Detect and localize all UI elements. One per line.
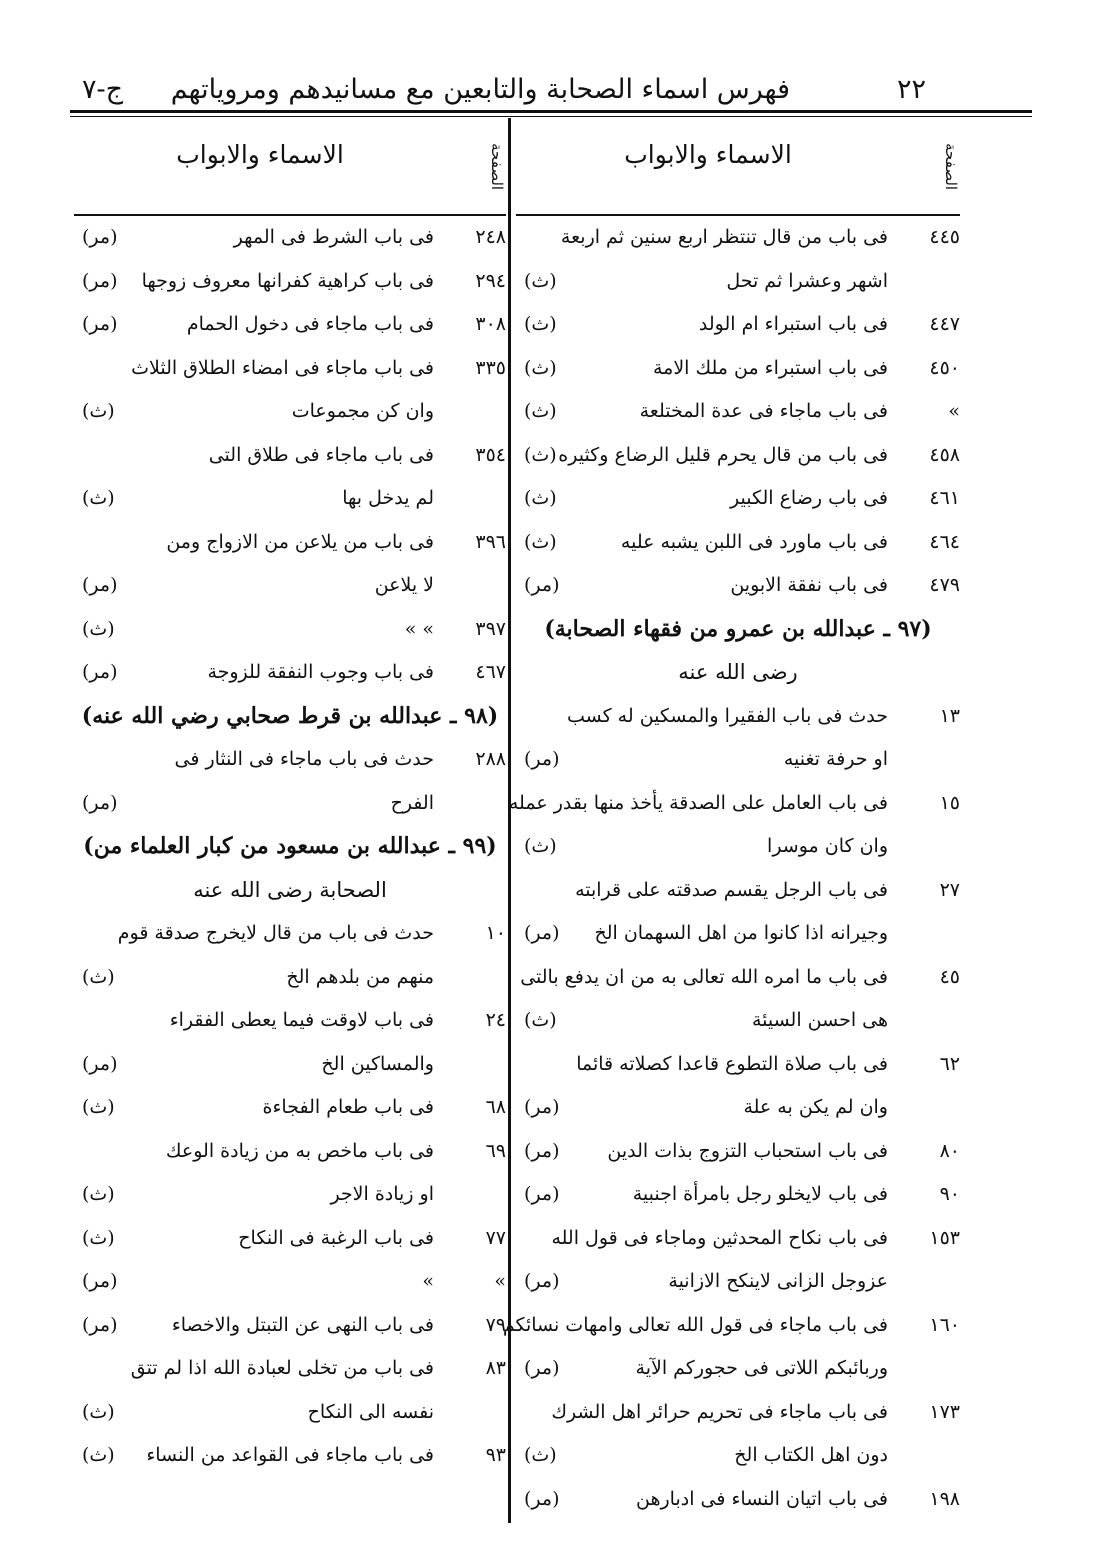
page-column-label: الصفحة xyxy=(942,143,960,191)
entry-source-code: (ث) xyxy=(524,1444,557,1466)
entry-title: نفسه الى النكاح xyxy=(307,1400,434,1423)
entry-page-number: ٤٦٤ xyxy=(929,530,960,553)
heading-text: رضى الله عنه xyxy=(678,660,798,684)
entry-source-code: (ث) xyxy=(82,1183,115,1205)
entry-page-number: ١٧٣ xyxy=(929,1400,960,1423)
entry-title: فى باب ماجاء فى قول الله تعالى وامهات نسائكم xyxy=(502,1313,888,1336)
entry-page-number: ٤٧٩ xyxy=(929,574,960,596)
entry-title: فى باب نفقة الابوين xyxy=(730,574,888,596)
index-entry xyxy=(74,564,506,608)
section-subheading xyxy=(74,869,506,913)
entry-source-code: (مر) xyxy=(524,748,560,770)
entry-title: وربائبكم اللاتى فى حجوركم الآية xyxy=(635,1357,888,1379)
index-entry xyxy=(516,390,960,434)
entry-source-code: (ث) xyxy=(82,400,115,422)
index-entry xyxy=(74,390,506,434)
index-entry xyxy=(74,651,506,695)
entry-title: فى باب النهى عن التبتل والاخصاء xyxy=(171,1313,434,1336)
section-heading xyxy=(74,825,506,869)
index-entry xyxy=(516,564,960,608)
heading-text: (٩٩ ـ عبدالله بن مسعود من كبار العلماء من) xyxy=(83,833,497,859)
entry-title: فى باب طعام الفجاءة xyxy=(262,1096,434,1118)
index-entry xyxy=(516,825,960,869)
entry-source-code: (ث) xyxy=(82,487,115,509)
index-entry xyxy=(74,1347,506,1391)
column-title: الاسماء والابواب xyxy=(176,140,344,169)
entry-title: الفرح xyxy=(390,791,434,814)
entry-title: اشهر وعشرا ثم تحل xyxy=(726,269,888,292)
entry-source-code: (مر) xyxy=(82,661,118,683)
entry-source-code: (ث) xyxy=(82,1226,115,1249)
index-entry xyxy=(516,434,960,478)
index-entry xyxy=(516,303,960,347)
header-rule-thick xyxy=(70,110,1032,113)
entry-title: فى باب الرجل يقسم صدقته على قرابته xyxy=(575,878,888,901)
index-entry xyxy=(516,1217,960,1261)
heading-text: الصحابة رضى الله عنه xyxy=(193,877,387,902)
entry-page-number: ٤٥٠ xyxy=(929,356,960,379)
entry-title: فى باب استبراء ام الولد xyxy=(698,313,888,335)
heading-text: (٩٧ ـ عبدالله بن عمرو من فقهاء الصحابة) xyxy=(544,615,932,642)
entry-title: فى باب اتيان النساء فى ادبارهن xyxy=(636,1487,888,1510)
page-column-label: الصفحة xyxy=(488,143,506,191)
entry-title: فى باب من تخلى لعبادة الله اذا لم تتق xyxy=(130,1357,434,1379)
index-entry xyxy=(74,216,506,260)
heading-text: (٩٨ ـ عبدالله بن قرط صحابي رضي الله عنه) xyxy=(81,702,499,729)
index-entry xyxy=(502,1304,960,1348)
index-entry xyxy=(516,1173,960,1217)
entry-source-code: (مر) xyxy=(82,269,118,292)
right-column-entries xyxy=(502,216,960,1521)
entry-source-code: (ث) xyxy=(524,443,557,466)
left-column xyxy=(74,118,506,1478)
index-entry xyxy=(516,1260,960,1304)
entry-page-number: ٤٤٧ xyxy=(929,313,960,335)
entry-source-code: (مر) xyxy=(524,1139,560,1162)
entry-source-code: (ث) xyxy=(524,356,557,379)
entry-source-code: (ث) xyxy=(524,835,557,857)
entry-title: عزوجل الزانى لاينكح الازانية xyxy=(668,1270,888,1292)
entry-title: فى باب لايخلو رجل بامرأة اجنبية xyxy=(632,1183,888,1205)
entry-page-number: ٦٩ xyxy=(485,1139,506,1162)
entry-source-code: (مر) xyxy=(524,1096,560,1118)
entry-title: حدث فى باب الفقيرا والمسكين له كسب xyxy=(566,704,888,727)
section-subheading xyxy=(516,651,960,695)
index-entry xyxy=(516,1434,960,1478)
entry-page-number: ٣٣٥ xyxy=(475,356,506,379)
entry-page-number: ٩٣ xyxy=(485,1444,506,1466)
entry-page-number: ٦٨ xyxy=(485,1096,506,1118)
entry-source-code: (مر) xyxy=(82,1052,118,1075)
entry-title: فى باب الشرط فى المهر xyxy=(233,226,434,248)
left-column-entries xyxy=(74,216,506,1478)
entry-source-code: (مر) xyxy=(82,313,118,335)
entry-title: » » xyxy=(404,617,434,640)
entry-title: فى باب ماجاء فى تحريم حرائر اهل الشرك xyxy=(551,1400,888,1423)
section-heading xyxy=(74,695,506,739)
entry-title: وان كان موسرا xyxy=(767,835,888,857)
entry-page-number: ٩٠ xyxy=(939,1183,960,1205)
index-entry xyxy=(74,434,506,478)
index-entry xyxy=(516,1478,960,1522)
entry-page-number: ٤٦٧ xyxy=(475,661,506,683)
entry-title: او حرفة تغنيه xyxy=(783,748,888,770)
entry-title: وان كن مجموعات xyxy=(291,400,434,422)
index-entry xyxy=(516,1086,960,1130)
index-entry xyxy=(74,1260,506,1304)
entry-source-code: (ث) xyxy=(82,1096,115,1118)
index-entry xyxy=(74,1434,506,1478)
index-entry xyxy=(74,782,506,826)
index-entry xyxy=(74,1130,506,1174)
index-entry xyxy=(516,912,960,956)
index-entry xyxy=(74,608,506,652)
entry-page-number: ١٥ xyxy=(939,791,960,814)
entry-title: وجيرانه اذا كانوا من اهل السهمان الخ xyxy=(594,922,888,944)
entry-title: فى باب من قال يحرم قليل الرضاع وكثيره xyxy=(558,443,888,466)
entry-page-number: ٣٩٧ xyxy=(475,617,506,640)
index-entry xyxy=(516,1391,960,1435)
entry-title: او زيادة الاجر xyxy=(330,1183,434,1205)
entry-title: لم يدخل بها xyxy=(342,487,434,509)
entry-title: فى باب ماجاء فى امضاء الطلاق الثلاث xyxy=(131,356,434,379)
index-entry xyxy=(516,1043,960,1087)
entry-source-code: (ث) xyxy=(82,1444,115,1466)
index-entry xyxy=(516,260,960,304)
entry-page-number: » xyxy=(494,1270,506,1292)
entry-title: والمساكين الخ xyxy=(321,1052,434,1075)
index-entry xyxy=(74,347,506,391)
right-column-header xyxy=(516,118,960,216)
index-entry xyxy=(516,695,960,739)
entry-source-code: (مر) xyxy=(82,574,118,596)
page-title: فهرس اسماء الصحابة والتابعين مع مسانيدهم ومروياتهم xyxy=(170,74,790,105)
right-column xyxy=(502,118,960,1521)
entry-page-number: ٢٧ xyxy=(939,878,960,901)
entry-page-number: ٤٤٥ xyxy=(929,226,960,248)
entry-source-code: (مر) xyxy=(524,1487,560,1510)
entry-source-code: (مر) xyxy=(82,226,118,248)
entry-page-number: ٢٤ xyxy=(485,1009,506,1031)
entry-title: فى باب الرغبة فى النكاح xyxy=(238,1226,434,1249)
entry-source-code: (مر) xyxy=(524,1183,560,1205)
entry-title: فى باب من قال تنتظر اربع سنين ثم اربعة xyxy=(560,226,888,248)
entry-title: فى باب ماخص به من زيادة الوعك xyxy=(165,1139,434,1162)
entry-title: فى باب رضاع الكبير xyxy=(730,487,888,509)
index-entry xyxy=(516,521,960,565)
entry-source-code: (مر) xyxy=(524,1270,560,1292)
entry-page-number: ٤٦١ xyxy=(929,487,960,509)
entry-title: حدث فى باب ماجاء فى النثار فى xyxy=(174,748,434,770)
entry-title: فى باب من يلاعن من الازواج ومن xyxy=(166,530,434,553)
column-title: الاسماء والابواب xyxy=(624,140,792,169)
index-entry xyxy=(74,956,506,1000)
entry-title: فى باب ماجاء فى دخول الحمام xyxy=(186,313,434,335)
entry-page-number: ٤٥٨ xyxy=(929,443,960,466)
header-rule-thin xyxy=(70,116,1032,117)
entry-source-code: (مر) xyxy=(82,1270,118,1292)
index-entry xyxy=(74,303,506,347)
index-entry xyxy=(74,1173,506,1217)
index-entry xyxy=(74,999,506,1043)
index-entry xyxy=(516,1130,960,1174)
entry-source-code: (مر) xyxy=(524,922,560,944)
index-entry xyxy=(74,1304,506,1348)
entry-source-code: (ث) xyxy=(524,313,557,335)
entry-title: لا يلاعن xyxy=(374,574,434,596)
entry-page-number: ١٥٣ xyxy=(929,1226,960,1249)
entry-page-number: ٢٤٨ xyxy=(475,226,506,248)
index-entry xyxy=(74,912,506,956)
entry-page-number: ١٣ xyxy=(939,704,960,727)
entry-page-number: ٣٩٦ xyxy=(475,530,506,553)
entry-title: فى باب صلاة التطوع قاعدا كصلاته قائما xyxy=(576,1052,888,1075)
entry-source-code: (مر) xyxy=(82,1313,118,1336)
entry-page-number: ٨٠ xyxy=(939,1139,960,1162)
index-entry xyxy=(74,738,506,782)
index-entry xyxy=(74,521,506,565)
entry-title: حدث فى باب من قال لايخرج صدقة قوم xyxy=(117,922,434,944)
entry-title: فى باب لاوقت فيما يعطى الفقراء xyxy=(169,1009,434,1031)
index-entry xyxy=(516,216,960,260)
entry-title: وان لم يكن به علة xyxy=(743,1096,888,1118)
entry-source-code: (ث) xyxy=(82,965,115,988)
entry-source-code: (مر) xyxy=(524,574,560,596)
entry-page-number: ٣٠٨ xyxy=(475,313,506,335)
index-entry xyxy=(74,260,506,304)
entry-title: فى باب ماجاء فى طلاق التى xyxy=(208,443,434,466)
index-entry xyxy=(516,869,960,913)
index-entry xyxy=(74,1086,506,1130)
entry-source-code: (ث) xyxy=(524,530,557,553)
entry-source-code: (ث) xyxy=(524,400,557,422)
entry-title: فى باب نكاح المحدثين وماجاء فى قول الله xyxy=(551,1226,888,1249)
entry-title: » xyxy=(422,1270,434,1292)
index-entry xyxy=(516,347,960,391)
entry-page-number: ١٠ xyxy=(485,922,506,944)
index-entry xyxy=(74,477,506,521)
index-entry xyxy=(508,782,960,826)
entry-title: فى باب العامل على الصدقة يأخذ منها بقدر عمله xyxy=(508,791,888,814)
entry-source-code: (ث) xyxy=(524,269,557,292)
index-entry xyxy=(516,956,960,1000)
entry-page-number: ٧٩ xyxy=(485,1313,506,1336)
entry-page-number: ٦٢ xyxy=(939,1052,960,1075)
entry-title: فى باب استبراء من ملك الامة xyxy=(652,356,888,379)
entry-title: هى احسن السيئة xyxy=(751,1009,888,1031)
left-column-header xyxy=(74,118,506,216)
entry-page-number: ٨٣ xyxy=(485,1357,506,1379)
entry-page-number: ٢٩٤ xyxy=(475,269,506,292)
entry-page-number: ٧٧ xyxy=(485,1226,506,1249)
entry-title: فى باب كراهية كفرانها معروف زوجها xyxy=(141,269,434,292)
entry-page-number: » xyxy=(948,400,960,422)
index-entry xyxy=(74,1217,506,1261)
index-entry xyxy=(516,738,960,782)
index-entry xyxy=(516,477,960,521)
entry-page-number: ٢٨٨ xyxy=(475,748,506,770)
page-number: ٢٢ xyxy=(896,74,926,105)
section-heading xyxy=(516,608,960,652)
entry-title: فى باب ماورد فى اللبن يشبه عليه xyxy=(620,530,888,553)
entry-title: دون اهل الكتاب الخ xyxy=(734,1444,888,1466)
entry-title: فى باب ما امره الله تعالى به من ان يدفع بالتى xyxy=(520,965,888,988)
entry-title: فى باب استحباب التزوج بذات الدين xyxy=(607,1139,888,1162)
entry-source-code: (مر) xyxy=(524,1357,560,1379)
entry-source-code: (مر) xyxy=(82,791,118,814)
index-entry xyxy=(74,1391,506,1435)
entry-source-code: (ث) xyxy=(524,487,557,509)
entry-page-number: ٤٥ xyxy=(939,965,960,988)
index-entry xyxy=(516,1347,960,1391)
entry-page-number: ١٦٠ xyxy=(929,1313,960,1336)
volume-label: ج-٧ xyxy=(82,74,124,105)
entry-title: فى باب ماجاء فى عدة المختلعة xyxy=(639,400,888,422)
index-entry xyxy=(74,1043,506,1087)
entry-title: منهم من بلدهم الخ xyxy=(286,965,434,988)
index-entry xyxy=(516,999,960,1043)
entry-source-code: (ث) xyxy=(82,1400,115,1423)
entry-source-code: (ث) xyxy=(82,617,115,640)
entry-source-code: (ث) xyxy=(524,1009,557,1031)
entry-title: فى باب وجوب النفقة للزوجة xyxy=(207,661,434,683)
entry-page-number: ٣٥٤ xyxy=(475,443,506,466)
entry-page-number: ١٩٨ xyxy=(929,1487,960,1510)
entry-title: فى باب ماجاء فى القواعد من النساء xyxy=(146,1444,434,1466)
